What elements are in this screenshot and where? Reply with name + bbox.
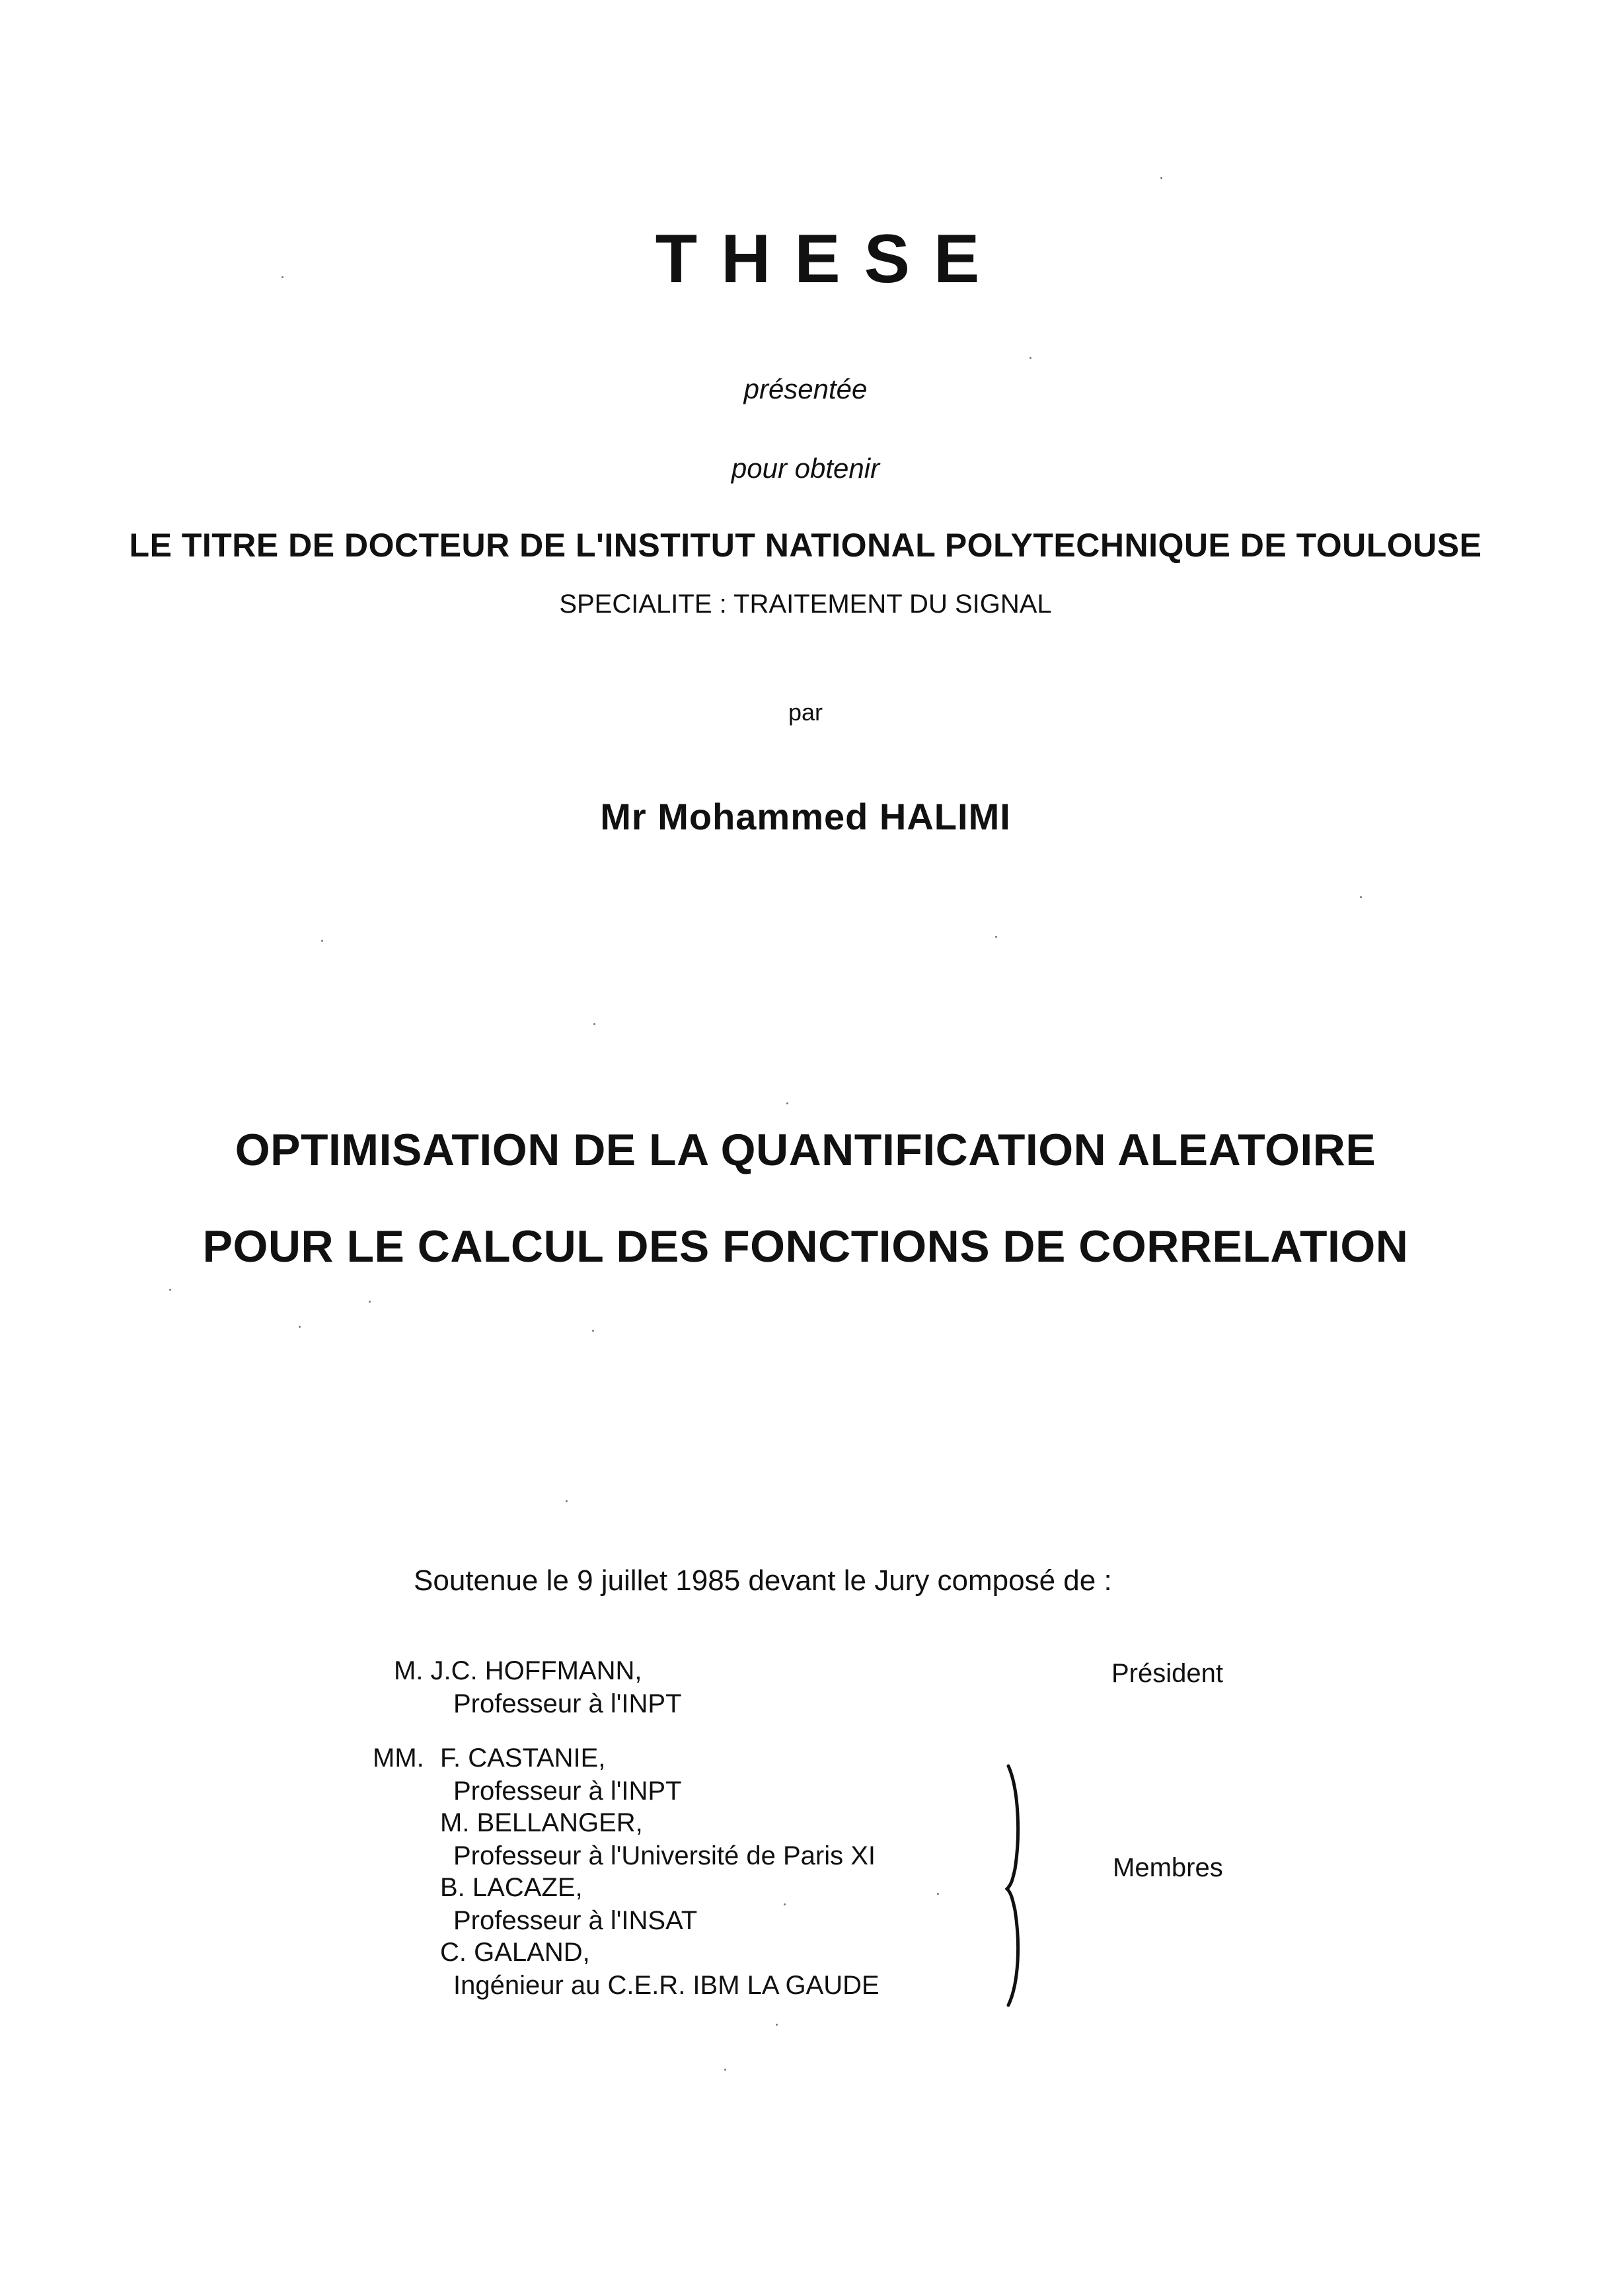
scan-speck — [784, 1903, 786, 1905]
to-obtain-line: pour obtenir — [731, 453, 880, 484]
scan-speck — [299, 1326, 301, 1328]
by-line: par — [788, 699, 823, 726]
members-prefix: MM. — [373, 1743, 424, 1773]
thesis-heading: THESE — [655, 221, 1004, 297]
scan-speck — [369, 1301, 371, 1303]
scan-speck — [566, 1500, 568, 1502]
member-affiliation: Professeur à l'INSAT — [453, 1906, 698, 1935]
presented-line: présentée — [743, 373, 868, 404]
members-role: Membres — [1113, 1853, 1223, 1882]
member-name: M. BELLANGER, — [440, 1808, 643, 1837]
member-name: B. LACAZE, — [440, 1873, 583, 1902]
member-affiliation: Professeur à l'Université de Paris XI — [453, 1841, 876, 1870]
curly-brace-icon — [1004, 1763, 1037, 2008]
speciality-line: SPECIALITE : TRAITEMENT DU SIGNAL — [559, 590, 1052, 619]
scan-speck — [169, 1289, 171, 1291]
member-affiliation: Professeur à l'INPT — [453, 1777, 682, 1806]
scan-speck — [786, 1102, 788, 1104]
scan-speck — [1030, 357, 1031, 359]
president-name: M. J.C. HOFFMANN, — [394, 1656, 642, 1685]
scan-speck — [592, 1330, 594, 1332]
scan-speck — [593, 1023, 595, 1025]
scan-speck — [937, 1893, 939, 1895]
thesis-title-line-1: OPTIMISATION DE LA QUANTIFICATION ALEATOIRE — [235, 1125, 1376, 1175]
member-name: C. GALAND, — [440, 1938, 590, 1967]
member-name: F. CASTANIE, — [440, 1743, 606, 1773]
president-affiliation: Professeur à l'INPT — [453, 1689, 682, 1718]
president-role: Président — [1111, 1659, 1223, 1688]
member-affiliation: Ingénieur au C.E.R. IBM LA GAUDE — [453, 1971, 880, 2000]
scan-speck — [995, 936, 997, 938]
scan-speck — [281, 276, 283, 278]
thesis-title-line-2: POUR LE CALCUL DES FONCTIONS DE CORRELATION — [202, 1221, 1409, 1272]
defense-statement: Soutenue le 9 juillet 1985 devant le Jury composé de : — [414, 1564, 1112, 1597]
scan-speck — [321, 940, 323, 942]
author-name: Mr Mohammed HALIMI — [600, 796, 1011, 837]
scan-speck — [776, 2024, 778, 2026]
scan-speck — [1160, 177, 1162, 179]
degree-title: LE TITRE DE DOCTEUR DE L'INSTITUT NATIONAL POLYTECHNIQUE DE TOULOUSE — [129, 527, 1482, 564]
scan-speck — [724, 2069, 726, 2071]
scan-speck — [1360, 896, 1362, 898]
